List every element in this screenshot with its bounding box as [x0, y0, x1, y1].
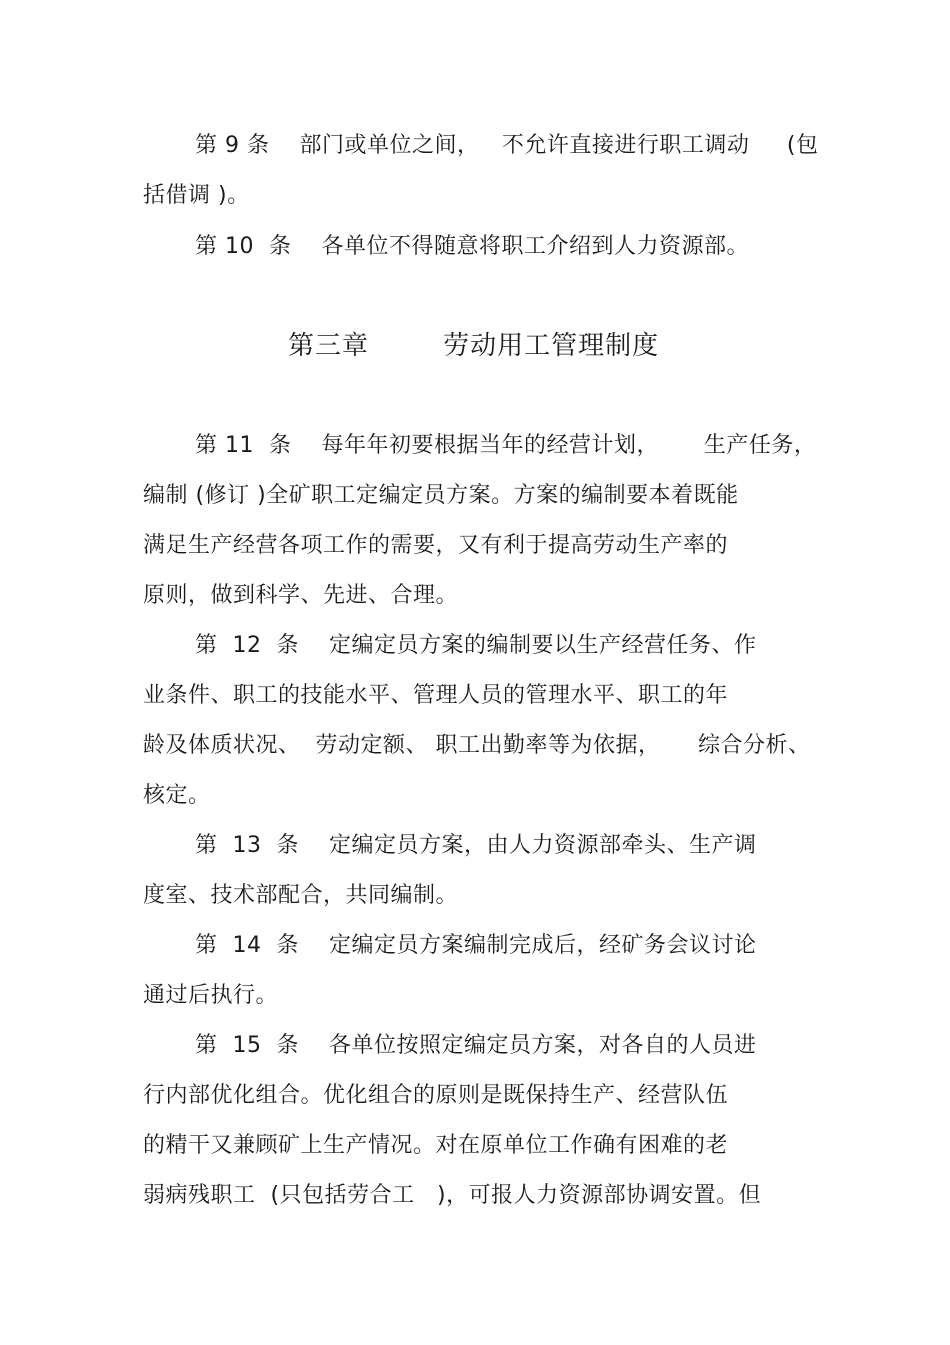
article-12-line-3: 龄及体质状况、 劳动定额、 职工出勤率等为依据， 综合分析、	[143, 733, 811, 758]
article-9-line-2: 括借调 )。	[143, 183, 250, 208]
article-13-line-1: 第 13 条 定编定员方案，由人力资源部牵头、生产调	[195, 833, 757, 858]
article-15-line-2: 行内部优化组合。优化组合的原则是既保持生产、经营队伍	[143, 1083, 729, 1108]
article-10-line-1: 第 10 条 各单位不得随意将职工介绍到人力资源部。	[195, 234, 749, 259]
chapter-heading: 第三章 劳动用工管理制度	[288, 331, 660, 361]
article-9-line-1: 第 9 条 部门或单位之间， 不允许直接进行职工调动 (包	[195, 133, 819, 158]
article-12-line-2: 业条件、职工的技能水平、管理人员的管理水平、职工的年	[143, 683, 729, 708]
article-11-line-2: 编制 (修订 )全矿职工定编定员方案。方案的编制要本着既能	[143, 483, 739, 508]
article-14-line-1: 第 14 条 定编定员方案编制完成后，经矿务会议讨论	[195, 933, 757, 958]
article-11-line-4: 原则，做到科学、先进、合理。	[143, 583, 459, 608]
article-15-line-3: 的精干又兼顾矿上生产情况。对在原单位工作确有困难的老	[143, 1133, 729, 1158]
article-12-line-4: 核定。	[143, 783, 211, 808]
article-11-line-3: 满足生产经营各项工作的需要，又有利于提高劳动生产率的	[143, 533, 729, 558]
article-15-line-4: 弱病残职工 (只包括劳合工 )，可报人力资源部协调安置。但	[143, 1183, 762, 1208]
article-11-line-1: 第 11 条 每年年初要根据当年的经营计划， 生产任务，	[195, 433, 817, 458]
article-13-line-2: 度室、技术部配合，共同编制。	[143, 883, 459, 908]
article-15-line-1: 第 15 条 各单位按照定编定员方案，对各自的人员进	[195, 1033, 757, 1058]
article-12-line-1: 第 12 条 定编定员方案的编制要以生产经营任务、作	[195, 633, 757, 658]
article-14-line-2: 通过后执行。	[143, 983, 279, 1008]
